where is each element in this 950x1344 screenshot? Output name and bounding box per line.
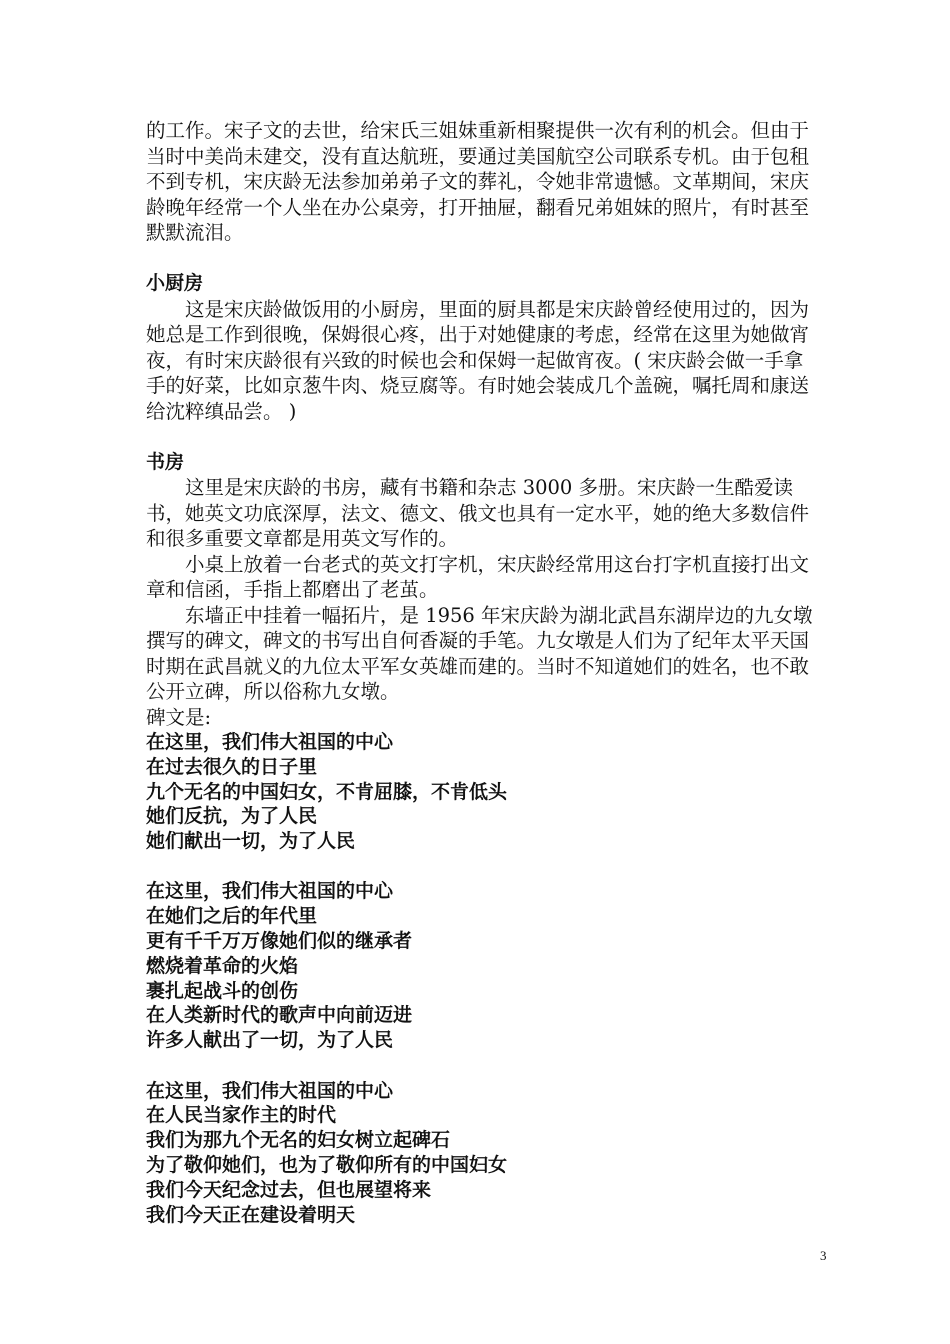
study-paragraph-2: 小桌上放着一台老式的英文打字机，宋庆龄经常用这台打字机直接打出文章和信函，手指上都磨出了老茧。 [146,552,810,601]
poem-line: 在这里，我们伟大祖国的中心 [146,880,394,903]
study-paragraph-3: 东墙正中挂着一幅拓片，是 1956 年宋庆龄为湖北武昌东湖岸边的九女墩撰写的碑文，碑文的书写出自何香凝的手笔。九女墩是人们为了纪年太平天国时期在武昌就义的九位太平军女英雄而建的。当时不知道她们的姓名，也不敢公开立碑，所以俗称九女墩。 [146,603,813,703]
kitchen-heading: 小厨房 [146,272,204,294]
poem-line: 为了敬仰她们，也为了敬仰所有的中国妇女 [146,1153,508,1176]
poem-line: 她们反抗，为了人民 [146,805,318,828]
poem-line: 我们今天纪念过去，但也展望将来 [146,1178,432,1201]
poem-line: 九个无名的中国妇女，不肯屈膝，不肯低头 [146,780,508,803]
poem-line: 更有千千万万像她们似的继承者 [146,930,413,953]
spacer [146,246,816,272]
poem-line: 在人类新时代的歌声中向前迈进 [146,1004,413,1027]
poem-line: 燃烧着革命的火焰 [146,954,299,977]
kitchen-paragraph: 这是宋庆龄做饭用的小厨房，里面的厨具都是宋庆龄曾经使用过的，因为她总是工作到很晚，保姆很心疼，出于对她健康的考虑，经常在这里为她做宵夜，有时宋庆龄很有兴致的时候也会和保姆一起做宵夜。( 宋庆龄会做一手拿手的好菜，比如京葱牛肉、烧豆腐等。有时她会装成几个盖碗，嘱托周和康送给沈粹缜品尝。 ) [146,297,810,423]
intro-paragraph: 的工作。宋子文的去世，给宋氏三姐妹重新相聚提供一次有利的机会。但由于当时中美尚未建交，没有直达航班，要通过美国航空公司联系专机。由于包租不到专机，宋庆龄无法参加弟弟子文的葬礼，令她非常遗憾。文革期间，宋庆龄晚年经常一个人坐在办公桌旁，打开抽屉，翻看兄弟姐妹的照片，有时甚至默默流泪。 [146,119,810,244]
page-number: 3 [820,1248,827,1263]
poem-line: 她们献出一切，为了人民 [146,830,356,853]
poem-line: 我们为那九个无名的妇女树立起碑石 [146,1129,451,1152]
study-paragraph-1: 这里是宋庆龄的书房，藏有书籍和杂志 3000 多册。宋庆龄一生酷爱读书，她英文功底深厚，法文、德文、俄文也具有一定水平，她的绝大多数信件和很多重要文章都是用英文写作的。 [146,476,810,550]
poem-line: 我们今天正在建设着明天 [146,1203,356,1226]
poem-stanza-3 [146,1079,816,1228]
poem-line: 在这里，我们伟大祖国的中心 [146,731,394,753]
poem-stanza-2 [146,879,816,1053]
inscription-label: 碑文是: [146,705,212,729]
poem-line: 在人民当家作主的时代 [146,1104,337,1127]
document-body [146,118,816,1227]
poem-line: 裹扎起战斗的创伤 [146,979,299,1002]
poem-line: 在过去很久的日子里 [146,755,318,778]
poem-line: 在这里，我们伟大祖国的中心 [146,1079,394,1102]
poem-line: 在她们之后的年代里 [146,905,318,928]
poem-line: 许多人献出了一切，为了人民 [146,1029,394,1052]
spacer [146,424,816,450]
study-heading: 书房 [146,450,185,473]
poem-stanza-1 [146,730,816,854]
spacer [146,854,816,880]
spacer [146,1053,816,1079]
